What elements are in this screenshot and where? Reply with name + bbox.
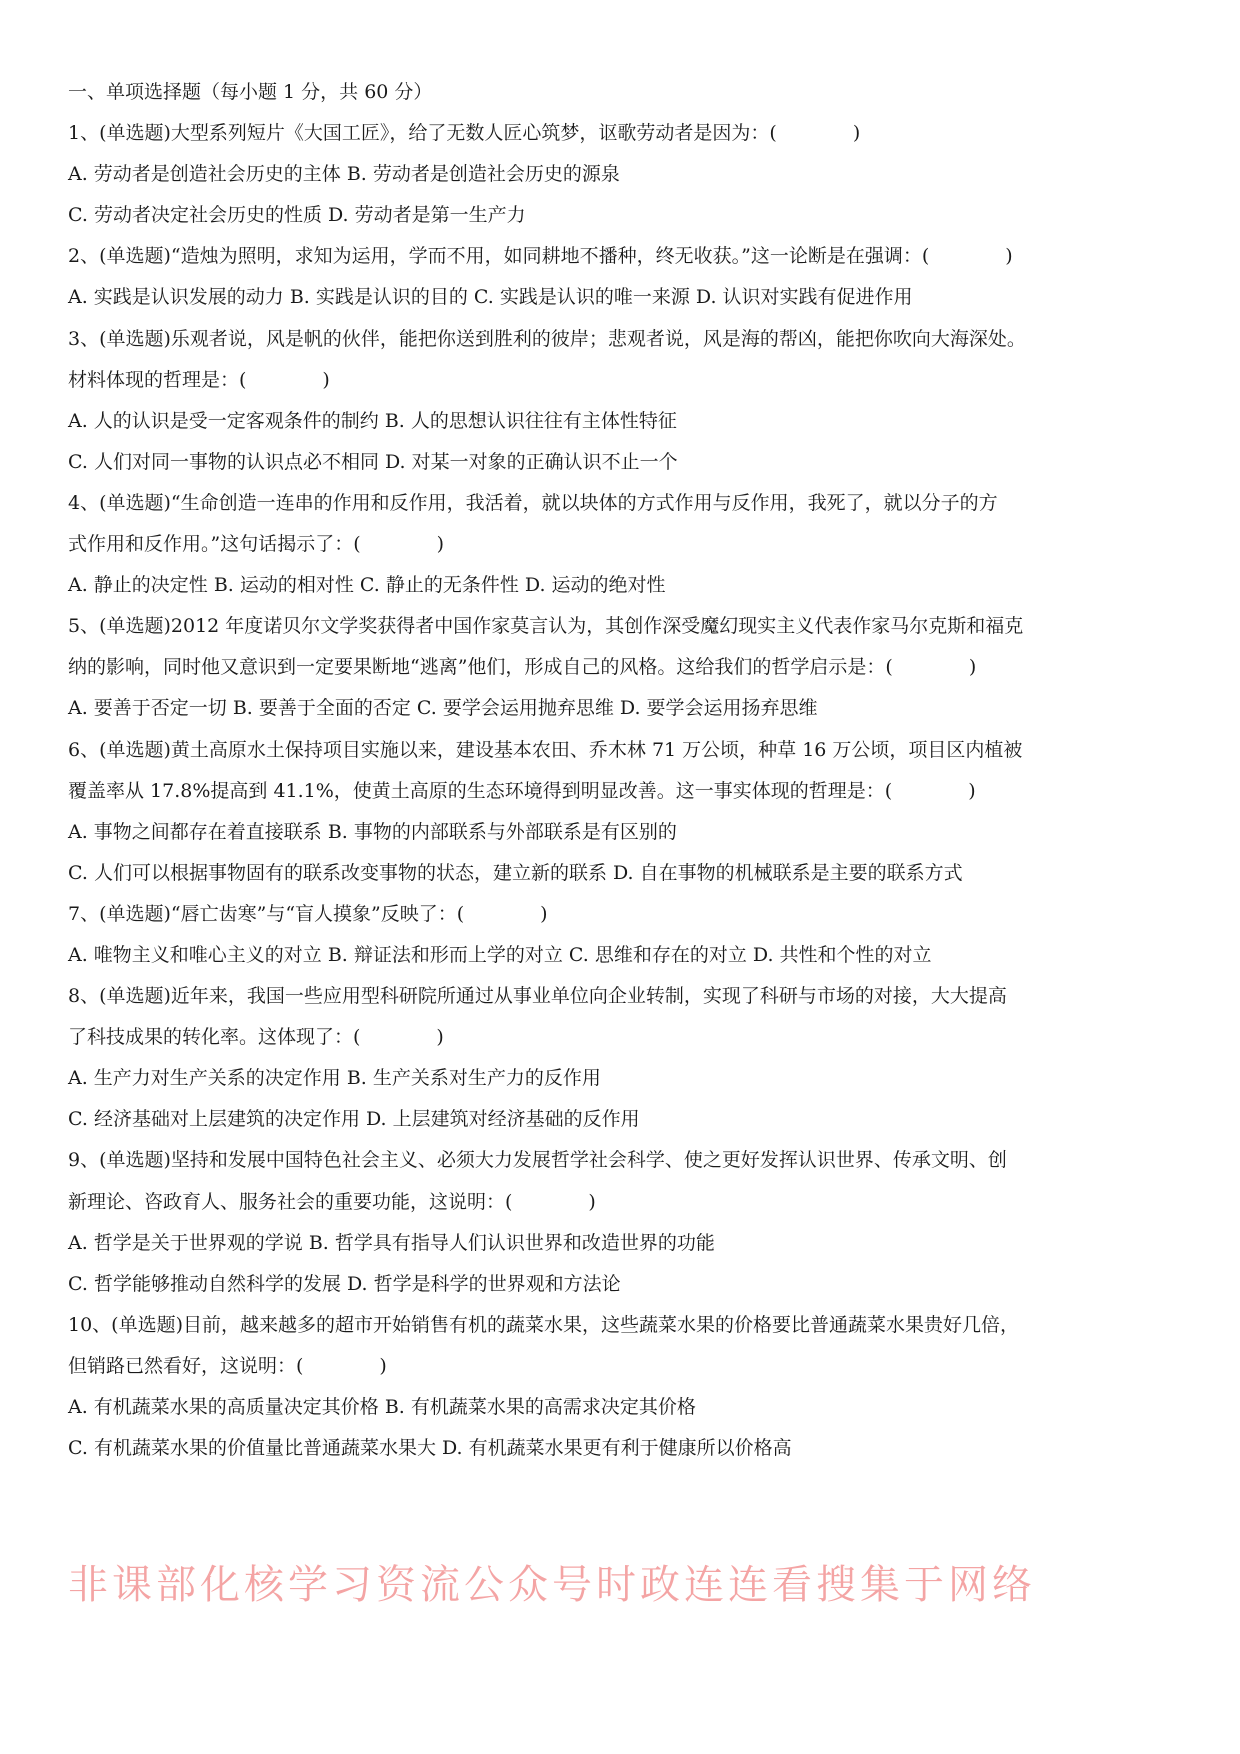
question-stem: 新理论、咨政育人、服务社会的重要功能，这说明：( ) (68, 1190, 596, 1213)
question-1 (68, 113, 1218, 236)
answer-options: C. 人们可以根据事物固有的联系改变事物的状态，建立新的联系 D. 自在事物的机械联系是主要的联系方式 (68, 861, 963, 884)
question-stem: 8、(单选题)近年来，我国一些应用型科研院所通过从事业单位向企业转制，实现了科研与市场的对接，大大提高 (68, 985, 1007, 1008)
answer-options: A. 实践是认识发展的动力 B. 实践是认识的目的 C. 实践是认识的唯一来源 D. 认识对实践有促进作用 (68, 286, 913, 309)
section-title: 一、单项选择题（每小题 1 分，共 60 分） (68, 81, 433, 103)
question-stem: 材料体现的哲理是：( ) (68, 368, 330, 391)
question-2 (68, 236, 1218, 318)
question-stem: 7、(单选题)“唇亡齿寒”与“盲人摸象”反映了：( ) (68, 902, 548, 925)
question-stem: 5、(单选题)2012 年度诺贝尔文学奖获得者中国作家莫言认为，其创作深受魔幻现实主义代表作家马尔克斯和福克 (68, 615, 1024, 638)
question-stem: 覆盖率从 17.8%提高到 41.1%，使黄土高原的生态环境得到明显改善。这一事实体现的哲理是：( ) (68, 779, 976, 802)
answer-options: C. 有机蔬菜水果的价值量比普通蔬菜水果大 D. 有机蔬菜水果更有利于健康所以价格高 (68, 1437, 792, 1460)
answer-options: A. 唯物主义和唯心主义的对立 B. 辩证法和形而上学的对立 C. 思维和存在的对立 D. 共性和个性的对立 (68, 943, 932, 966)
answer-options: A. 事物之间都存在着直接联系 B. 事物的内部联系与外部联系是有区别的 (68, 820, 677, 843)
answer-options: A. 生产力对生产关系的决定作用 B. 生产关系对生产力的反作用 (68, 1067, 601, 1090)
question-stem: 但销路已然看好，这说明：( ) (68, 1354, 387, 1377)
answer-options: C. 经济基础对上层建筑的决定作用 D. 上层建筑对经济基础的反作用 (68, 1108, 640, 1131)
answer-options: A. 有机蔬菜水果的高质量决定其价格 B. 有机蔬菜水果的高需求决定其价格 (68, 1396, 696, 1418)
watermark: 非课部化核学习资流公众号时政连连看搜集于网络 (68, 1562, 1036, 1608)
question-7 (68, 894, 1218, 976)
question-10 (68, 1305, 1218, 1469)
question-list (68, 113, 1218, 1469)
question-stem: 式作用和反作用。”这句话揭示了：( ) (68, 533, 445, 556)
question-stem: 纳的影响，同时他又意识到一定要果断地“逃离”他们，形成自己的风格。这给我们的哲学启示是：( ) (68, 656, 977, 679)
answer-options: C. 劳动者决定社会历史的性质 D. 劳动者是第一生产力 (68, 204, 526, 227)
answer-options: A. 劳动者是创造社会历史的主体 B. 劳动者是创造社会历史的源泉 (68, 163, 620, 186)
question-9 (68, 1140, 1218, 1304)
question-stem: 6、(单选题)黄土高原水土保持项目实施以来，建设基本农田、乔木林 71 万公顷，种草 16 万公顷，项目区内植被 (68, 738, 1023, 761)
question-8 (68, 976, 1218, 1140)
question-stem: 2、(单选题)“造烛为照明，求知为运用，学而不用，如同耕地不播种，终无收获。”这一论断是在强调：( ) (68, 245, 1013, 268)
question-5 (68, 606, 1218, 729)
question-6 (68, 730, 1218, 894)
answer-options: C. 哲学能够推动自然科学的发展 D. 哲学是科学的世界观和方法论 (68, 1272, 621, 1295)
document-body (68, 72, 1218, 1469)
answer-options: A. 要善于否定一切 B. 要善于全面的否定 C. 要学会运用抛弃思维 D. 要学会运用扬弃思维 (68, 697, 818, 720)
answer-options: A. 哲学是关于世界观的学说 B. 哲学具有指导人们认识世界和改造世界的功能 (68, 1231, 715, 1254)
answer-options: C. 人们对同一事物的认识点必不相同 D. 对某一对象的正确认识不止一个 (68, 450, 678, 473)
question-stem: 4、(单选题)“生命创造一连串的作用和反作用，我活着，就以块体的方式作用与反作用，我死了，就以分子的方 (68, 491, 998, 514)
question-4 (68, 483, 1218, 606)
question-3 (68, 319, 1218, 483)
answer-options: A. 人的认识是受一定客观条件的制约 B. 人的思想认识往往有主体性特征 (68, 409, 677, 432)
question-stem: 10、(单选题)目前，越来越多的超市开始销售有机的蔬菜水果，这些蔬菜水果的价格要比普通蔬菜水果贵好几倍， (68, 1313, 1020, 1336)
question-stem: 了科技成果的转化率。这体现了：( ) (68, 1026, 444, 1049)
answer-options: A. 静止的决定性 B. 运动的相对性 C. 静止的无条件性 D. 运动的绝对性 (68, 574, 666, 597)
question-stem: 9、(单选题)坚持和发展中国特色社会主义、必须大力发展哲学社会科学、使之更好发挥认识世界、传承文明、创 (68, 1149, 1007, 1172)
question-stem: 1、(单选题)大型系列短片《大国工匠》，给了无数人匠心筑梦，讴歌劳动者是因为：( ) (68, 122, 861, 145)
question-stem: 3、(单选题)乐观者说，风是帆的伙伴，能把你送到胜利的彼岸；悲观者说，风是海的帮凶，能把你吹向大海深处。 (68, 327, 1026, 350)
